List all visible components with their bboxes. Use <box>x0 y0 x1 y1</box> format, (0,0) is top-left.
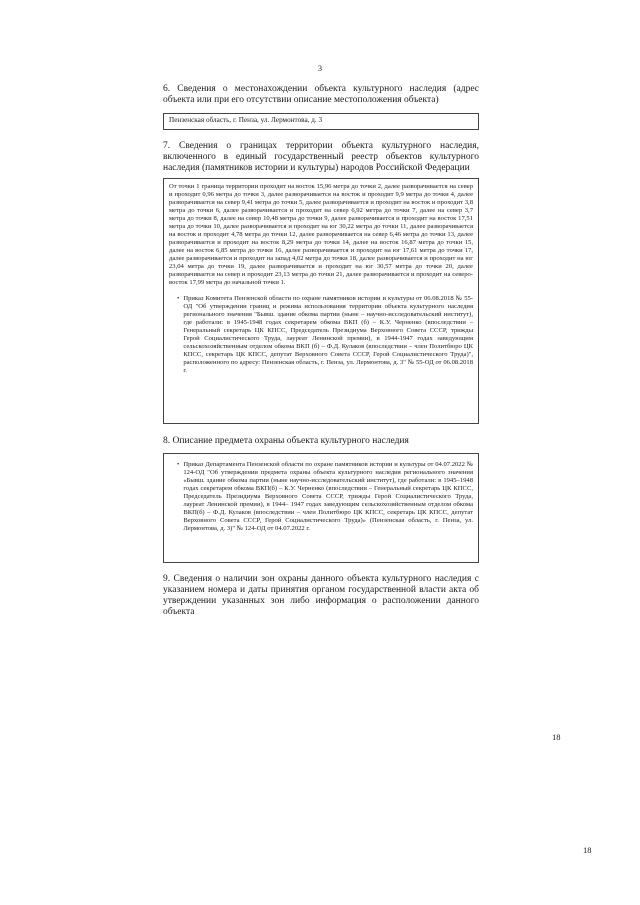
boundary-box <box>163 178 479 424</box>
protection-subject-box <box>163 453 479 563</box>
page-number-inner: 18 <box>552 732 561 742</box>
section-9-heading: 9. Сведения о наличии зон охраны данного объекта культурного наследия с указанием номера и даты принятия органом государственной власти акта об утверждении указанных зон либо информация о расположении данного объекта <box>163 574 479 617</box>
page-number-outer: 18 <box>583 845 592 855</box>
protection-order-item <box>169 461 473 533</box>
boundary-description: От точки 1 граница территории проходит на восток 15,96 метра до точки 2, далее разворачивается на север и проходит 0,96 метра до точки 3, далее разворачивается на восток и проходит 9,9 метра до точки 4, далее разворачивается на север 9,41 метра до точки 5, далее разворачивается и проходит на восток и проходит 3,8 метра до точки 6, далее разворачивается и проходит на север 6,92 метра до точки 7, далее на север 3,7 метра до точки 8, далее на север 10,48 метра до точки 9, далее разворачивается и проходит на восток 17,51 метра до точки 10, далее разворачивается и проходит на юг 30,22 метра до точки 11, далее разворачивается на восток и проходит 4,78 метра до точки 12, далее разворачивается на север 6,46 метра до точки 13, далее разворачивается и проходит на восток 8,29 метра до точки 14, далее на восток 16,87 метра до точки 15, далее на восток 6,85 метра до точки 16, далее разворачивается и проходит на юг 17,61 метра до точки 17, далее разворачивается и проходит на запад 4,02 метра до точки 18, далее разворачивается и проходит на юг 23,04 метра до точки 19, далее разворачивается и проходит на юг 30,57 метра до точки 20, далее разворачивается на север и проходит 23,13 метра до точки 21, далее разворачивается и проходит на северо-восток 17,99 метра до начальной точки 1. <box>169 183 473 286</box>
page-number-top: 3 <box>318 64 322 73</box>
boundary-order-item <box>169 295 473 375</box>
address-text: Пензенская область, г. Пенза, ул. Лермонтова, д. 3 <box>169 116 323 124</box>
protection-order-text: Приказ Департамента Пензенской области по охране памятников истории и культуры от 04.07.2022 № 124-ОД "Об утверждении предмета охраны объекта культурного наследия регионального значения «Бывш. здание обкома партии (ныне научно-исследовательский институт), где работали: в 1945–1948 годах секретарем обкома ВКП(б) – К.У. Черненко (впоследствии – Генеральный секретарь ЦК КПСС, Председатель Президиума Верховного Совета СССР, трижды Герой Социалистического Труда, лауреат Ленинской премии), в 1944– 1947 годах заведующим сельскохозяйственным отделом обкома ВКП(б) – Ф.Д. Кулаков (впоследствии – член Политбюро ЦК КПСС, секретарь ЦК КПСС, депутат Верховного Совета СССР, Герой Социалистического Труда)» (Пензенская область, г. Пенза, ул. Лермонтова, д. 3)" № 124-ОД от 04.07.2022 г. <box>183 461 473 532</box>
section-8-heading: 8. Описание предмета охраны объекта культурного наследия <box>163 436 409 446</box>
section-6-heading: 6. Сведения о местонахождении объекта культурного наследия (адрес объекта или при его отсутствии описание местоположения объекта) <box>163 84 479 105</box>
section-7-heading: 7. Сведения о границах территории объекта культурного наследия, включенного в единый государственный реестр объектов культурного наследия (памятников истории и культуры) народов Российской Федерации <box>163 141 479 173</box>
bullet-icon: • <box>177 461 180 468</box>
address-box <box>163 113 479 130</box>
bullet-icon: • <box>177 295 180 302</box>
boundary-order-text: Приказ Комитета Пензенской области по охране памятников истории и культуры от 06.08.2018 № 55-ОД "Об утверждении границ и режима использования территории объекта культурного наследия регионального значения "Бывш. здание обкома партии (ныне – научно-исследовательский институт), где работали: в 1945-1948 годах секретарем обкома ВКП (б) – К.У. Черненко (впоследствии – Генеральный секретарь ЦК КПСС, Председатель Президиума Верховного Совета СССР, трижды Герой Социалистического Труда, лауреат Ленинской премии), в 1944-1947 годах заведующим сельскохозяйственным отделом обкома ВКП (б) – Ф.Д. Кулаков (впоследствии – член Политбюро ЦК КПСС, секретарь ЦК КПСС, депутат Верховного Совета СССР, Герой Социалистического Труда)", расположенного по адресу: Пензенская область, г. Пенза, ул. Лермонтова, д. 3" № 55-ОД от 06.08.2018 г. <box>183 295 473 374</box>
